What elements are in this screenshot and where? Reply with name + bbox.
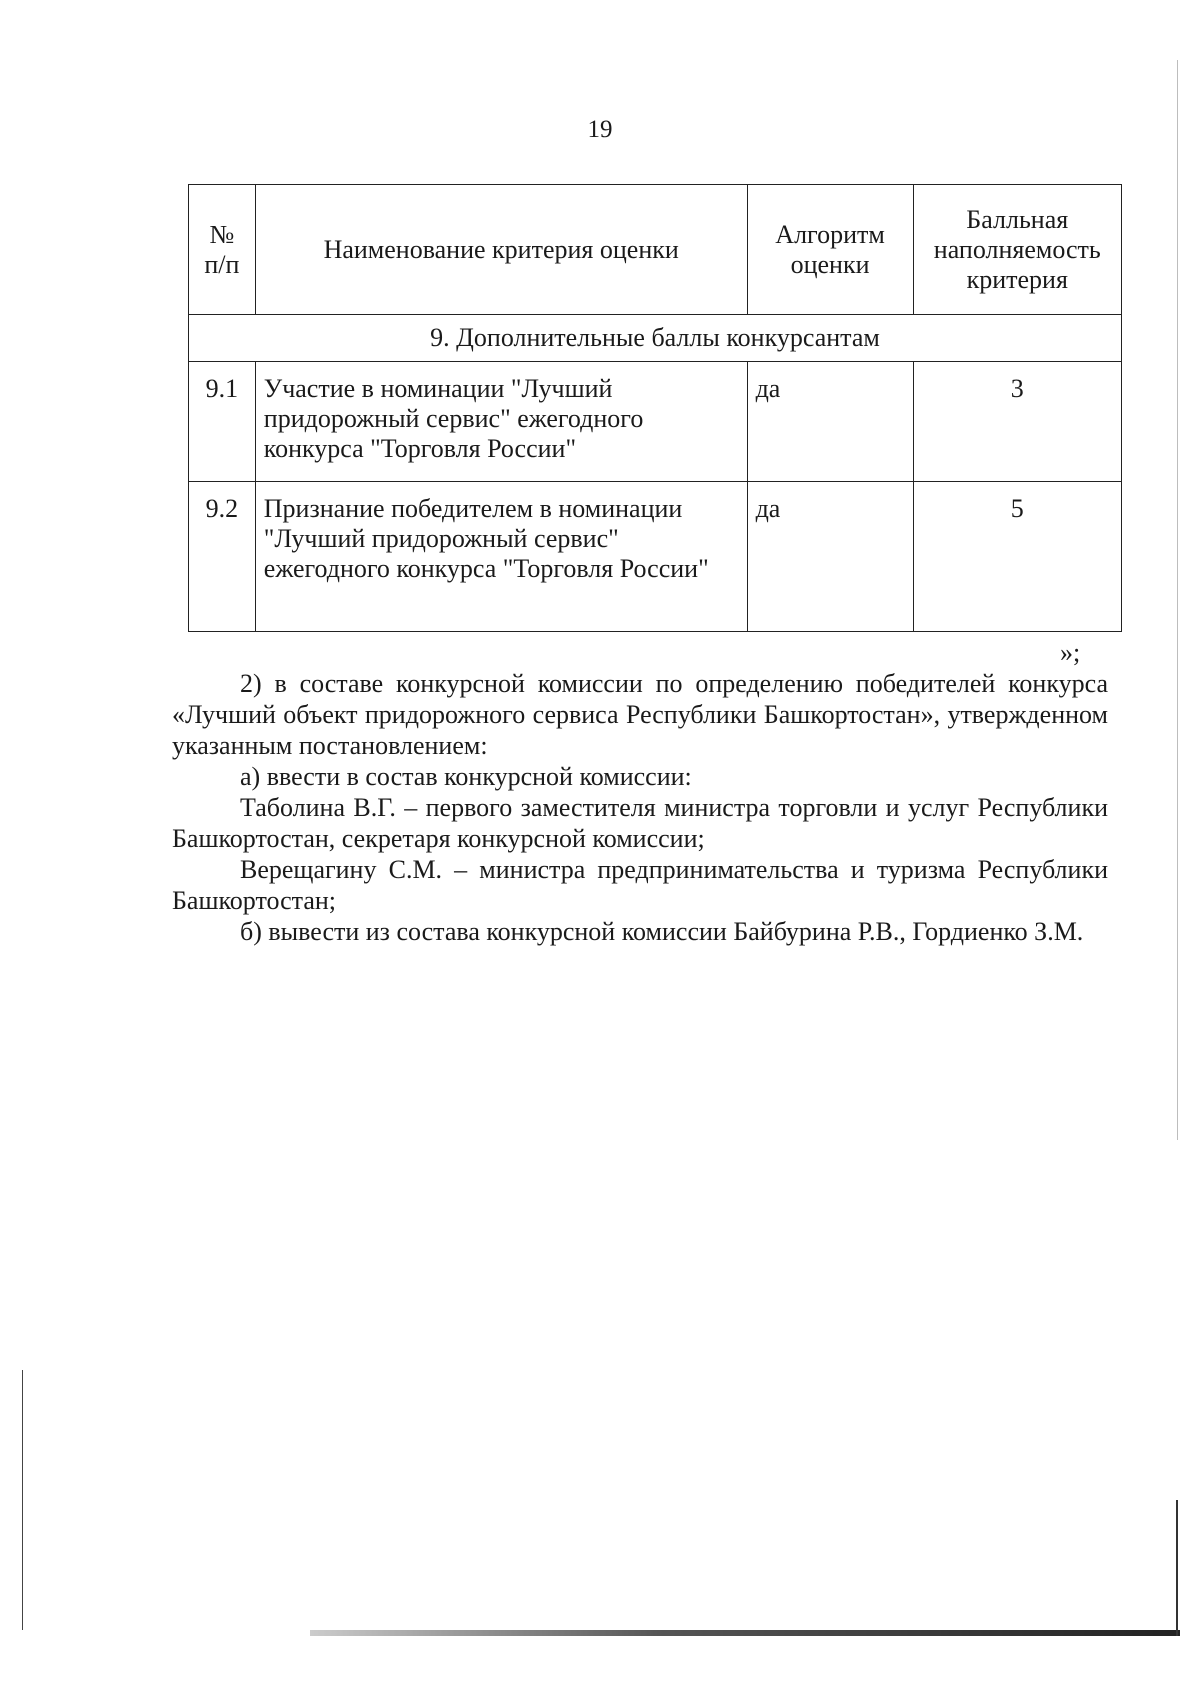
criteria-table (188, 184, 1122, 632)
closing-quote: »; (1060, 638, 1081, 667)
page-number: 19 (587, 116, 613, 143)
header-name (255, 185, 747, 315)
section-row (189, 315, 1122, 362)
scan-edge-bottom (310, 1630, 1180, 1636)
scan-edge-right (1177, 60, 1178, 1140)
header-num (189, 185, 256, 315)
paragraph: б) вывести из состава конкурсной комиссии Байбурина Р.В., Гордиенко З.М. (240, 917, 1084, 946)
row-name: Признание победителем в номинации "Лучший придорожный сервис" ежегодного конкурса "Торговля России" (255, 482, 747, 632)
table-row (189, 362, 1122, 482)
row-score: 3 (913, 362, 1121, 482)
row-algorithm: да (747, 362, 913, 482)
header-score (913, 185, 1121, 315)
scan-edge-corner (1176, 1500, 1178, 1636)
section-title: 9. Дополнительные баллы конкурсантам (189, 315, 1122, 362)
paragraph: Таболина В.Г. – первого заместителя министра торговли и услуг Республики Башкортостан, секретаря конкурсной комиссии; (172, 793, 1108, 853)
table-row (189, 482, 1122, 632)
scan-edge-left (22, 1370, 23, 1630)
header-score-label: Балльная наполняемость критерия (933, 204, 1101, 294)
row-num: 9.2 (189, 482, 256, 632)
header-algorithm (747, 185, 913, 315)
table-header-row (189, 185, 1122, 315)
row-score: 5 (913, 482, 1121, 632)
body-text (172, 668, 1108, 947)
paragraph: 2) в составе конкурсной комиссии по определению победителей конкурса «Лучший объект придорожного сервиса Республики Башкортостан», утвержденном указанным постановлением: (172, 669, 1108, 760)
paragraph: а) ввести в состав конкурсной комиссии: (240, 762, 692, 791)
row-num: 9.1 (189, 362, 256, 482)
header-name-label: Наименование критерия оценки (323, 234, 679, 264)
header-num-label: № п/п (204, 219, 240, 279)
header-algorithm-label: Алгоритм оценки (775, 219, 885, 279)
row-algorithm: да (747, 482, 913, 632)
row-name: Участие в номинации "Лучший придорожный сервис" ежегодного конкурса "Торговля России" (255, 362, 747, 482)
paragraph: Верещагину С.М. – министра предпринимательства и туризма Республики Башкортостан; (172, 855, 1108, 915)
